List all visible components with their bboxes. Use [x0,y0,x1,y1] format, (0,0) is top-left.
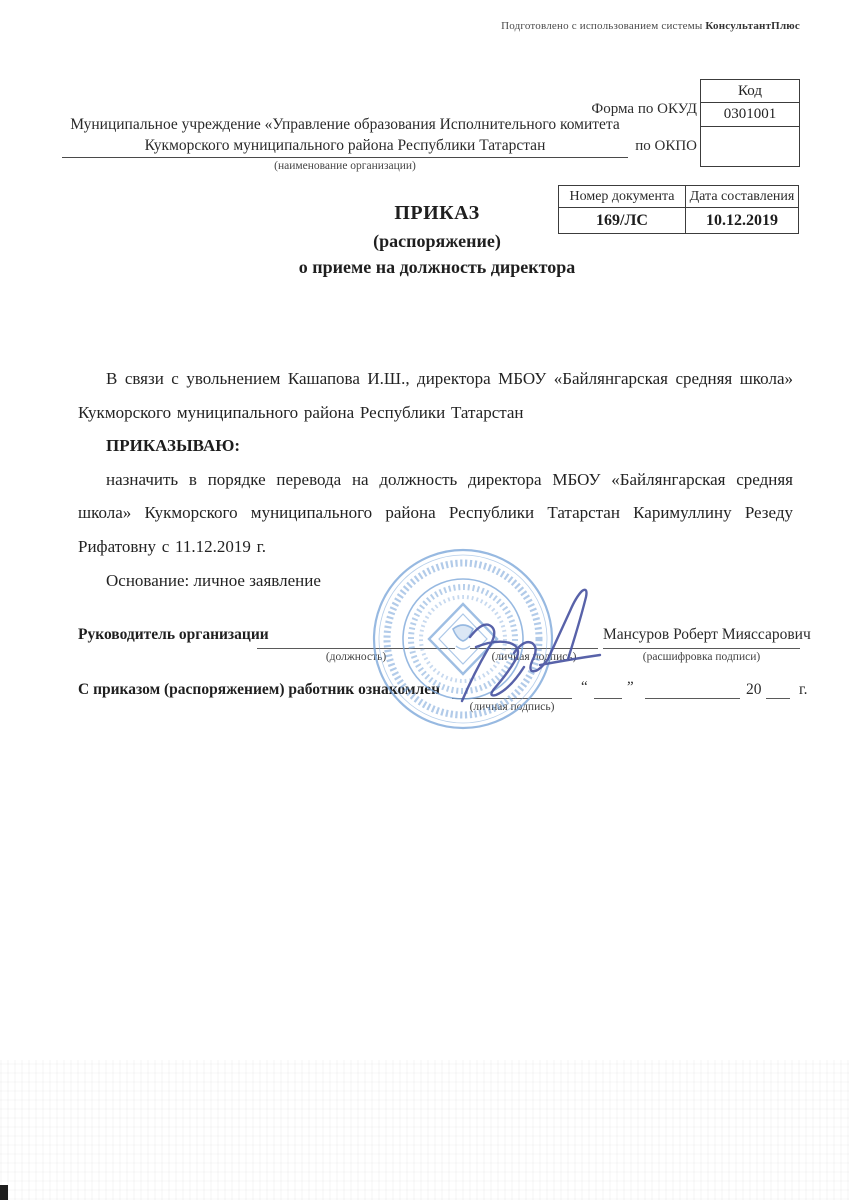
year-suffix: г. [799,681,808,698]
paragraph-reason: В связи с увольнением Кашапова И.Ш., директора МБОУ «Байлянгарская средняя школа» Кукморского муниципального района Республики Татарстан [78,369,793,422]
okpo-value-cell [701,127,799,166]
personal-signature-blank-line [470,628,598,649]
head-of-organization-label: Руководитель организации [78,626,269,643]
acknowledgement-signature-blank [452,681,572,699]
month-blank-line [645,681,740,699]
page-title-sub: (распоряжение) [373,231,501,251]
code-box [700,79,800,167]
acknowledgement-signature-caption: (личная подпись) [469,701,555,713]
signer-name: Мансуров Роберт Мияссарович [603,626,811,643]
close-quote: ” [627,679,634,695]
page-title-subject: о приеме на должность директора [298,257,576,277]
organization-underline [62,157,628,158]
resolve-word: ПРИКАЗЫВАЮ: [106,436,241,455]
organization-name-line1: Муниципальное учреждение «Управление образования Исполнительного комитета [70,116,620,133]
page-title: ПРИКАЗ [394,202,480,224]
doc-number-header: Номер документа [559,186,686,208]
signer-name-caption: (расшифровка подписи) [642,651,761,663]
okud-label: Форма по ОКУД [591,101,697,117]
doc-number-value: 169/ЛС [559,208,686,234]
open-quote: “ [581,679,588,695]
signer-name-underline [603,626,811,649]
acknowledgement-label: С приказом (распоряжением) работник ознакомлен [78,681,441,698]
prepared-note [501,20,800,32]
doc-date-value: 10.12.2019 [686,208,799,234]
position-blank-line [257,628,455,649]
organization-block [62,114,628,172]
doc-date-header: Дата составления [686,186,799,208]
body-text [78,362,793,563]
prepared-note-prefix: Подготовлено с использованием системы [501,20,706,32]
organization-caption: (наименование организации) [274,160,416,172]
personal-signature-caption: (личная подпись) [491,651,577,663]
okpo-label: по ОКПО [635,138,697,154]
scan-noise-texture [0,1060,849,1200]
day-blank-line [594,681,622,699]
code-box-header: Код [701,80,799,103]
year-prefix: 20 [746,681,762,698]
title-block [78,202,796,278]
okud-value: 0301001 [701,103,799,127]
position-caption: (должность) [325,651,387,663]
year-blank-line [766,681,790,699]
prepared-note-brand: КонсультантПлюс [705,20,800,32]
paragraph-order: назначить в порядке перевода на должность директора МБОУ «Байлянгарская средняя школа» Кукморского муниципального района Республики Татарстан Каримуллину Резеду Рифатовну с 11.12.2019 г. [78,469,793,556]
basis-line: Основание: личное заявление [106,571,321,590]
scan-corner-mark [0,1185,8,1200]
organization-name-line2: Кукморского муниципального района Республики Татарстан [144,137,546,154]
